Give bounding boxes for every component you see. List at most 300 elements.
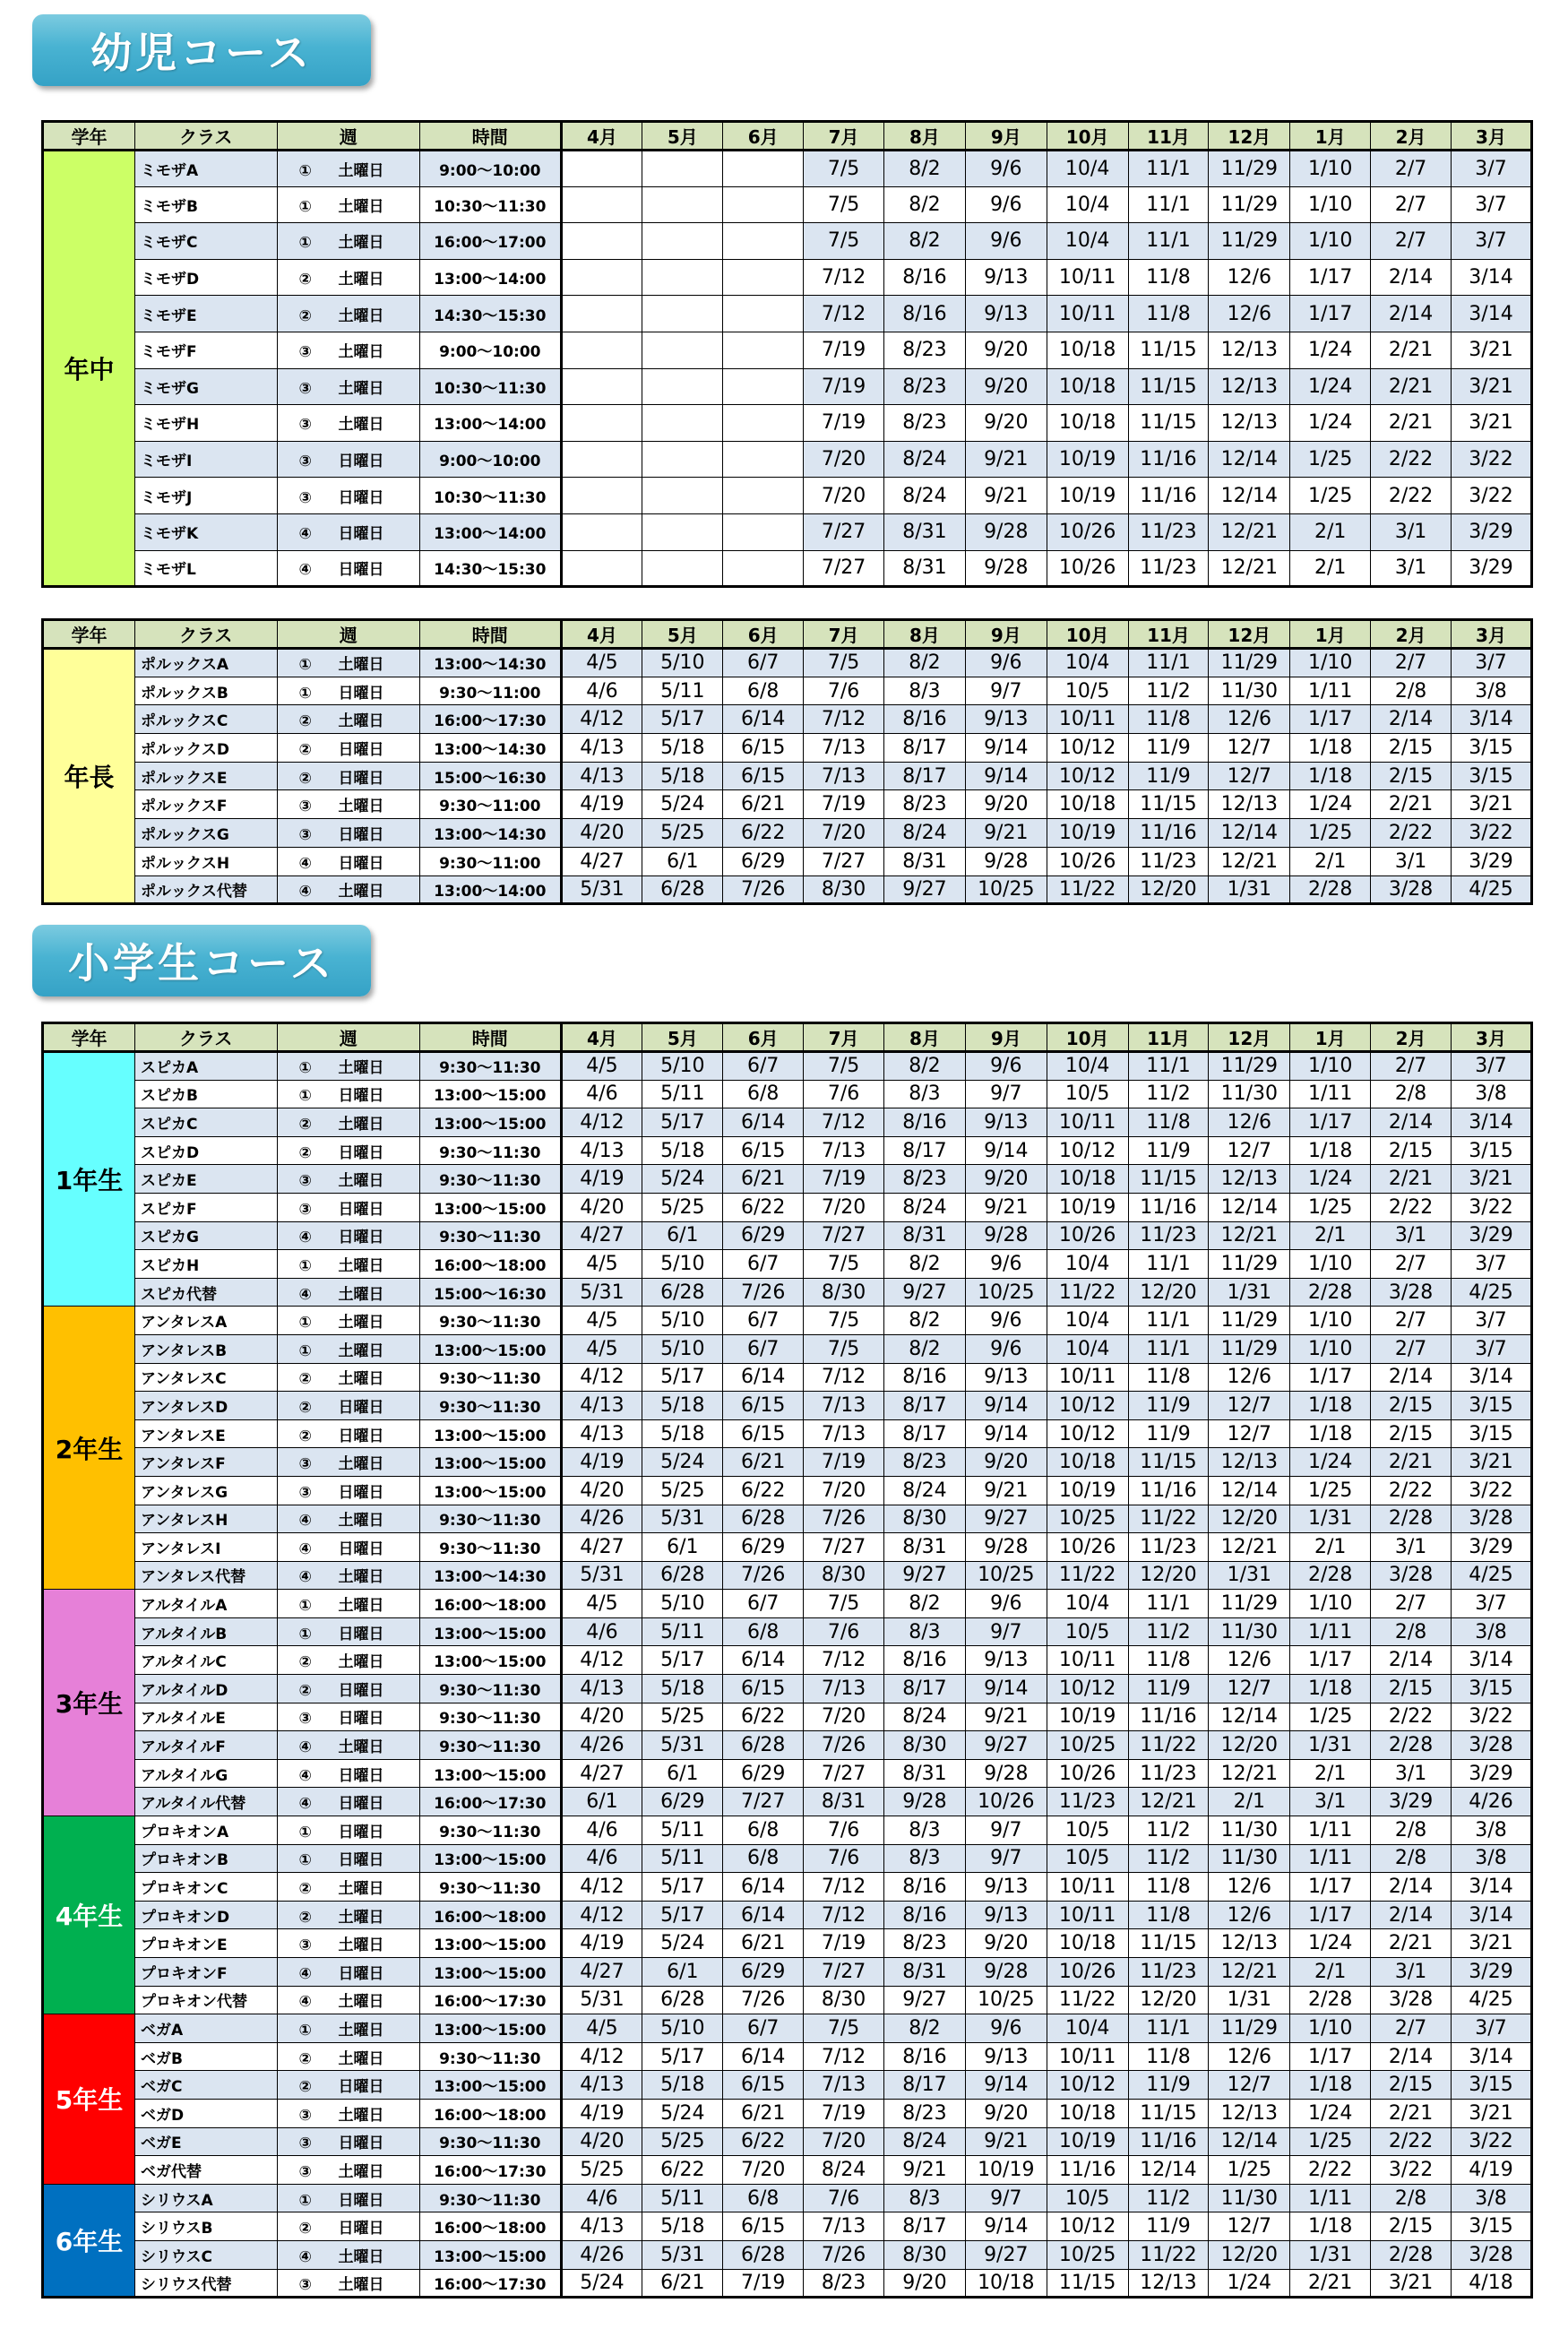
date-cell: 5/18	[642, 1419, 723, 1448]
class-name: アルタイルC	[134, 1646, 277, 1675]
column-header: 学年	[43, 1023, 135, 1052]
week-number: ④	[298, 1568, 312, 1587]
week-number: ③	[298, 798, 312, 816]
schedule-row	[43, 151, 1532, 187]
date-cell: 11/8	[1128, 2042, 1209, 2071]
date-cell: 8/30	[804, 1986, 884, 2014]
schedule-row	[43, 2184, 1532, 2212]
date-cell: 12/6	[1209, 1901, 1290, 1929]
date-cell: 9/27	[883, 1561, 965, 1590]
no-session-cell	[561, 259, 642, 296]
weekday: 日曜日	[338, 2135, 384, 2153]
date-cell: 3/1	[1371, 1759, 1452, 1788]
date-cell: 2/7	[1371, 1590, 1452, 1618]
week-cell	[277, 1901, 420, 1929]
date-cell: 5/31	[561, 1986, 642, 2014]
date-cell: 11/15	[1128, 790, 1209, 819]
no-session-cell	[642, 223, 723, 260]
date-cell: 8/31	[883, 513, 965, 550]
week-number: ①	[298, 161, 312, 180]
date-cell: 2/1	[1290, 550, 1371, 587]
date-cell: 5/17	[642, 1901, 723, 1929]
date-cell: 12/6	[1209, 259, 1290, 296]
date-cell: 6/21	[723, 790, 804, 819]
date-cell: 1/31	[1209, 1278, 1290, 1307]
time-cell: 16:00～18:00	[420, 2099, 562, 2127]
date-cell: 9/21	[965, 1703, 1047, 1731]
date-cell: 6/15	[723, 762, 804, 790]
time-cell: 16:00～17:30	[420, 1986, 562, 2014]
date-cell: 3/29	[1452, 1221, 1532, 1250]
week-number: ③	[298, 1710, 312, 1729]
column-header: 時間	[420, 1023, 562, 1052]
time-cell: 13:00～15:00	[420, 1844, 562, 1873]
date-cell: 3/7	[1452, 649, 1532, 677]
date-cell: 1/11	[1290, 2184, 1371, 2212]
class-name: アルタイルG	[134, 1759, 277, 1788]
date-cell: 9/6	[965, 1590, 1047, 1618]
week-number: ②	[298, 2049, 312, 2068]
class-name: スピカB	[134, 1080, 277, 1108]
date-cell: 5/10	[642, 1334, 723, 1363]
date-cell: 7/27	[804, 847, 884, 875]
date-cell: 3/1	[1371, 1958, 1452, 1987]
time-cell: 9:30～11:30	[420, 2184, 562, 2212]
class-name: ポルックスB	[134, 677, 277, 705]
date-cell: 9/28	[965, 513, 1047, 550]
date-cell: 2/7	[1371, 1250, 1452, 1279]
class-name: ミモザI	[134, 441, 277, 478]
date-cell: 9/20	[965, 332, 1047, 368]
week-number: ②	[298, 2078, 312, 2097]
schedule-row	[43, 1731, 1532, 1760]
date-cell: 4/12	[561, 1646, 642, 1675]
date-cell: 4/12	[561, 1901, 642, 1929]
date-cell: 4/27	[561, 1759, 642, 1788]
date-cell: 7/6	[804, 1844, 884, 1873]
time-cell: 9:30～11:30	[420, 1731, 562, 1760]
column-header: 11月	[1128, 1023, 1209, 1052]
column-header: 4月	[561, 122, 642, 151]
date-cell: 8/23	[883, 332, 965, 368]
date-cell: 1/18	[1290, 762, 1371, 790]
date-cell: 8/3	[883, 1816, 965, 1845]
weekday: 土曜日	[338, 416, 384, 435]
class-name: ミモザF	[134, 332, 277, 368]
date-cell: 10/18	[965, 2269, 1047, 2298]
date-cell: 9/14	[965, 2071, 1047, 2100]
schedule-row	[43, 1958, 1532, 1987]
date-cell: 11/8	[1128, 259, 1209, 296]
date-cell: 11/16	[1128, 2127, 1209, 2156]
date-cell: 4/6	[561, 1080, 642, 1108]
date-cell: 3/29	[1452, 550, 1532, 587]
date-cell: 9/27	[965, 2240, 1047, 2269]
date-cell: 4/19	[561, 790, 642, 819]
date-cell: 10/5	[1047, 1816, 1128, 1845]
schedule-row	[43, 1788, 1532, 1816]
date-cell: 3/28	[1452, 1505, 1532, 1533]
week-cell	[277, 847, 420, 875]
date-cell: 10/4	[1047, 186, 1128, 223]
date-cell: 6/7	[723, 1334, 804, 1363]
week-cell	[277, 1844, 420, 1873]
week-cell	[277, 1108, 420, 1137]
class-name: ミモザD	[134, 259, 277, 296]
date-cell: 9/13	[965, 1363, 1047, 1392]
date-cell: 5/17	[642, 1108, 723, 1137]
date-cell: 8/30	[804, 875, 884, 904]
date-cell: 6/14	[723, 1108, 804, 1137]
date-cell: 10/5	[1047, 1080, 1128, 1108]
week-number: ②	[298, 1398, 312, 1417]
week-cell	[277, 762, 420, 790]
date-cell: 3/28	[1452, 2240, 1532, 2269]
week-number: ②	[298, 1681, 312, 1700]
week-cell	[277, 1080, 420, 1108]
schedule-row	[43, 1816, 1532, 1845]
column-header: 週	[277, 1023, 420, 1052]
class-name: プロキオンB	[134, 1844, 277, 1873]
date-cell: 11/9	[1128, 1136, 1209, 1165]
week-cell	[277, 1052, 420, 1081]
date-cell: 10/19	[1047, 1703, 1128, 1731]
week-cell	[277, 1759, 420, 1788]
date-cell: 2/15	[1371, 1392, 1452, 1420]
class-name: ポルックスE	[134, 762, 277, 790]
date-cell: 7/5	[804, 649, 884, 677]
date-cell: 9/20	[965, 1165, 1047, 1194]
date-cell: 6/21	[723, 2099, 804, 2127]
date-cell: 10/11	[1047, 1646, 1128, 1675]
weekday: 土曜日	[338, 1936, 384, 1955]
week-number: ①	[298, 2191, 312, 2210]
week-cell	[277, 790, 420, 819]
date-cell: 4/20	[561, 1193, 642, 1221]
weekday: 土曜日	[338, 343, 384, 362]
date-cell: 4/27	[561, 847, 642, 875]
weekday: 土曜日	[338, 1455, 384, 1474]
date-cell: 2/1	[1290, 1759, 1371, 1788]
date-cell: 8/24	[883, 819, 965, 848]
weekday: 日曜日	[338, 1795, 384, 1814]
date-cell: 4/12	[561, 2042, 642, 2071]
week-cell	[277, 1476, 420, 1505]
date-cell: 3/8	[1452, 1844, 1532, 1873]
date-cell: 2/14	[1371, 705, 1452, 734]
date-cell: 9/21	[965, 2127, 1047, 2156]
column-header: 3月	[1452, 620, 1532, 649]
date-cell: 11/23	[1128, 1533, 1209, 1562]
class-name: ベガB	[134, 2042, 277, 2071]
weekday: 土曜日	[338, 1908, 384, 1927]
date-cell: 1/25	[1290, 1476, 1371, 1505]
date-cell: 9/21	[965, 441, 1047, 478]
date-cell: 3/14	[1452, 1363, 1532, 1392]
date-cell: 9/20	[965, 1929, 1047, 1958]
date-cell: 8/2	[883, 186, 965, 223]
date-cell: 4/12	[561, 1873, 642, 1902]
time-cell: 16:00～17:30	[420, 705, 562, 734]
date-cell: 3/15	[1452, 2212, 1532, 2241]
date-cell: 8/17	[883, 2212, 965, 2241]
class-name: ミモザL	[134, 550, 277, 587]
date-cell: 5/18	[642, 734, 723, 763]
schedule-row	[43, 1617, 1532, 1646]
date-cell: 3/21	[1452, 332, 1532, 368]
date-cell: 6/7	[723, 1052, 804, 1081]
date-cell: 11/16	[1128, 1476, 1209, 1505]
date-cell: 5/25	[642, 819, 723, 848]
date-cell: 11/1	[1128, 223, 1209, 260]
date-cell: 9/20	[965, 790, 1047, 819]
date-cell: 7/19	[804, 405, 884, 442]
date-cell: 4/6	[561, 677, 642, 705]
date-cell: 2/8	[1371, 677, 1452, 705]
week-cell	[277, 734, 420, 763]
date-cell: 4/27	[561, 1533, 642, 1562]
column-header: 6月	[723, 122, 804, 151]
date-cell: 8/24	[883, 441, 965, 478]
week-cell	[277, 2099, 420, 2127]
time-cell: 9:30～11:30	[420, 1873, 562, 1902]
week-number: ①	[298, 1597, 312, 1616]
week-cell	[277, 649, 420, 677]
class-name: ポルックスH	[134, 847, 277, 875]
class-name: アンタレスB	[134, 1334, 277, 1363]
date-cell: 12/20	[1128, 1986, 1209, 2014]
date-cell: 5/24	[642, 790, 723, 819]
date-cell: 11/2	[1128, 1617, 1209, 1646]
date-cell: 3/28	[1371, 875, 1452, 904]
date-cell: 11/9	[1128, 2212, 1209, 2241]
date-cell: 7/5	[804, 1052, 884, 1081]
date-cell: 4/12	[561, 1108, 642, 1137]
class-name: ベガ代替	[134, 2156, 277, 2185]
date-cell: 4/12	[561, 705, 642, 734]
date-cell: 12/7	[1209, 2071, 1290, 2100]
date-cell: 3/21	[1452, 368, 1532, 405]
date-cell: 12/14	[1209, 819, 1290, 848]
date-cell: 10/18	[1047, 790, 1128, 819]
date-cell: 4/6	[561, 1816, 642, 1845]
week-cell	[277, 875, 420, 904]
date-cell: 1/24	[1290, 2099, 1371, 2127]
schedule-row	[43, 296, 1532, 332]
date-cell: 12/6	[1209, 1873, 1290, 1902]
weekday: 土曜日	[338, 798, 384, 816]
date-cell: 10/4	[1047, 1590, 1128, 1618]
no-session-cell	[561, 441, 642, 478]
week-cell	[277, 1873, 420, 1902]
schedule-row	[43, 405, 1532, 442]
date-cell: 1/17	[1290, 1646, 1371, 1675]
date-cell: 12/13	[1209, 1165, 1290, 1194]
schedule-row	[43, 223, 1532, 260]
schedule-row	[43, 1136, 1532, 1165]
week-number: ④	[298, 1512, 312, 1531]
weekday: 土曜日	[338, 1653, 384, 1672]
time-cell: 16:00～18:00	[420, 1590, 562, 1618]
class-name: ベガD	[134, 2099, 277, 2127]
column-header: 12月	[1209, 122, 1290, 151]
class-name: プロキオン代替	[134, 1986, 277, 2014]
column-header: 3月	[1452, 1023, 1532, 1052]
date-cell: 2/8	[1371, 1080, 1452, 1108]
date-cell: 9/13	[965, 2042, 1047, 2071]
weekday: 土曜日	[338, 2162, 384, 2181]
date-cell: 12/6	[1209, 1363, 1290, 1392]
week-number: ②	[298, 769, 312, 788]
date-cell: 1/10	[1290, 223, 1371, 260]
weekday: 土曜日	[338, 882, 384, 901]
no-session-cell	[561, 550, 642, 587]
schedule-row	[43, 2014, 1532, 2043]
date-cell: 9/28	[883, 1788, 965, 1816]
date-cell: 3/7	[1452, 186, 1532, 223]
time-cell: 10:30～11:30	[420, 368, 562, 405]
no-session-cell	[561, 296, 642, 332]
date-cell: 8/31	[883, 550, 965, 587]
time-cell: 9:30～11:30	[420, 2127, 562, 2156]
class-name: アルタイルD	[134, 1675, 277, 1703]
date-cell: 7/12	[804, 296, 884, 332]
date-cell: 2/1	[1290, 1958, 1371, 1987]
date-cell: 9/28	[965, 1759, 1047, 1788]
week-cell	[277, 1675, 420, 1703]
date-cell: 6/29	[723, 1958, 804, 1987]
date-cell: 2/7	[1371, 649, 1452, 677]
date-cell: 9/7	[965, 1080, 1047, 1108]
date-cell: 11/29	[1209, 1307, 1290, 1335]
date-cell: 5/31	[642, 1731, 723, 1760]
date-cell: 10/11	[1047, 2042, 1128, 2071]
date-cell: 2/22	[1371, 441, 1452, 478]
time-cell: 9:30～11:30	[420, 2042, 562, 2071]
week-number: ④	[298, 2247, 312, 2266]
date-cell: 7/5	[804, 2014, 884, 2043]
week-cell	[277, 1334, 420, 1363]
date-cell: 4/19	[561, 1165, 642, 1194]
schedule-table-nenchu	[41, 120, 1533, 588]
class-name: ミモザK	[134, 513, 277, 550]
date-cell: 8/17	[883, 734, 965, 763]
week-number: ④	[298, 1766, 312, 1785]
date-cell: 8/2	[883, 1307, 965, 1335]
date-cell: 10/18	[1047, 405, 1128, 442]
date-cell: 1/10	[1290, 186, 1371, 223]
week-cell	[277, 2042, 420, 2071]
week-number: ④	[298, 525, 312, 544]
class-name: スピカH	[134, 1250, 277, 1279]
week-cell	[277, 1165, 420, 1194]
date-cell: 10/18	[1047, 1165, 1128, 1194]
weekday: 日曜日	[338, 1427, 384, 1445]
date-cell: 1/24	[1290, 1929, 1371, 1958]
date-cell: 11/29	[1209, 151, 1290, 187]
date-cell: 12/20	[1128, 875, 1209, 904]
date-cell: 2/1	[1290, 1533, 1371, 1562]
week-number: ③	[298, 343, 312, 362]
column-header: 12月	[1209, 1023, 1290, 1052]
week-cell	[277, 1929, 420, 1958]
class-name: アンタレスA	[134, 1307, 277, 1335]
date-cell: 5/24	[642, 1165, 723, 1194]
week-cell	[277, 186, 420, 223]
date-cell: 3/8	[1452, 1816, 1532, 1845]
date-cell: 12/7	[1209, 734, 1290, 763]
class-name: アルタイルE	[134, 1703, 277, 1731]
date-cell: 8/24	[883, 478, 965, 514]
week-cell	[277, 1307, 420, 1335]
date-cell: 10/19	[965, 2156, 1047, 2185]
date-cell: 6/28	[723, 2240, 804, 2269]
class-name: ポルックスG	[134, 819, 277, 848]
date-cell: 2/21	[1371, 790, 1452, 819]
date-cell: 9/14	[965, 734, 1047, 763]
date-cell: 7/27	[804, 1958, 884, 1987]
week-cell	[277, 1561, 420, 1590]
date-cell: 4/26	[561, 1731, 642, 1760]
date-cell: 7/19	[804, 1929, 884, 1958]
week-number: ④	[298, 561, 312, 580]
date-cell: 6/8	[723, 1844, 804, 1873]
weekday: 土曜日	[338, 2021, 384, 2040]
date-cell: 11/8	[1128, 1873, 1209, 1902]
date-cell: 3/1	[1371, 847, 1452, 875]
class-name: ベガA	[134, 2014, 277, 2043]
date-cell: 7/26	[723, 1561, 804, 1590]
date-cell: 12/13	[1128, 2269, 1209, 2298]
weekday: 土曜日	[338, 1738, 384, 1757]
schedule-row	[43, 1759, 1532, 1788]
date-cell: 7/13	[804, 1419, 884, 1448]
date-cell: 11/29	[1209, 649, 1290, 677]
no-session-cell	[642, 513, 723, 550]
date-cell: 9/7	[965, 1816, 1047, 1845]
column-header: 7月	[804, 1023, 884, 1052]
date-cell: 5/25	[642, 2127, 723, 2156]
column-header: 6月	[723, 620, 804, 649]
date-cell: 6/22	[642, 2156, 723, 2185]
no-session-cell	[723, 513, 804, 550]
date-cell: 5/10	[642, 2014, 723, 2043]
date-cell: 10/4	[1047, 151, 1128, 187]
date-cell: 11/1	[1128, 1307, 1209, 1335]
date-cell: 7/6	[804, 2184, 884, 2212]
date-cell: 3/14	[1452, 1873, 1532, 1902]
date-cell: 9/6	[965, 649, 1047, 677]
date-cell: 5/17	[642, 1646, 723, 1675]
date-cell: 11/9	[1128, 734, 1209, 763]
schedule-row	[43, 1533, 1532, 1562]
date-cell: 1/31	[1290, 1505, 1371, 1533]
column-header: 2月	[1371, 620, 1452, 649]
date-cell: 8/17	[883, 762, 965, 790]
date-cell: 8/2	[883, 649, 965, 677]
week-number: ①	[298, 1059, 312, 1078]
date-cell: 1/31	[1290, 2240, 1371, 2269]
date-cell: 10/12	[1047, 762, 1128, 790]
date-cell: 1/17	[1290, 1363, 1371, 1392]
date-cell: 9/7	[965, 1617, 1047, 1646]
date-cell: 2/8	[1371, 1617, 1452, 1646]
date-cell: 7/20	[804, 1476, 884, 1505]
date-cell: 9/6	[965, 1250, 1047, 1279]
date-cell: 12/14	[1209, 441, 1290, 478]
date-cell: 11/30	[1209, 1080, 1290, 1108]
date-cell: 3/22	[1452, 441, 1532, 478]
